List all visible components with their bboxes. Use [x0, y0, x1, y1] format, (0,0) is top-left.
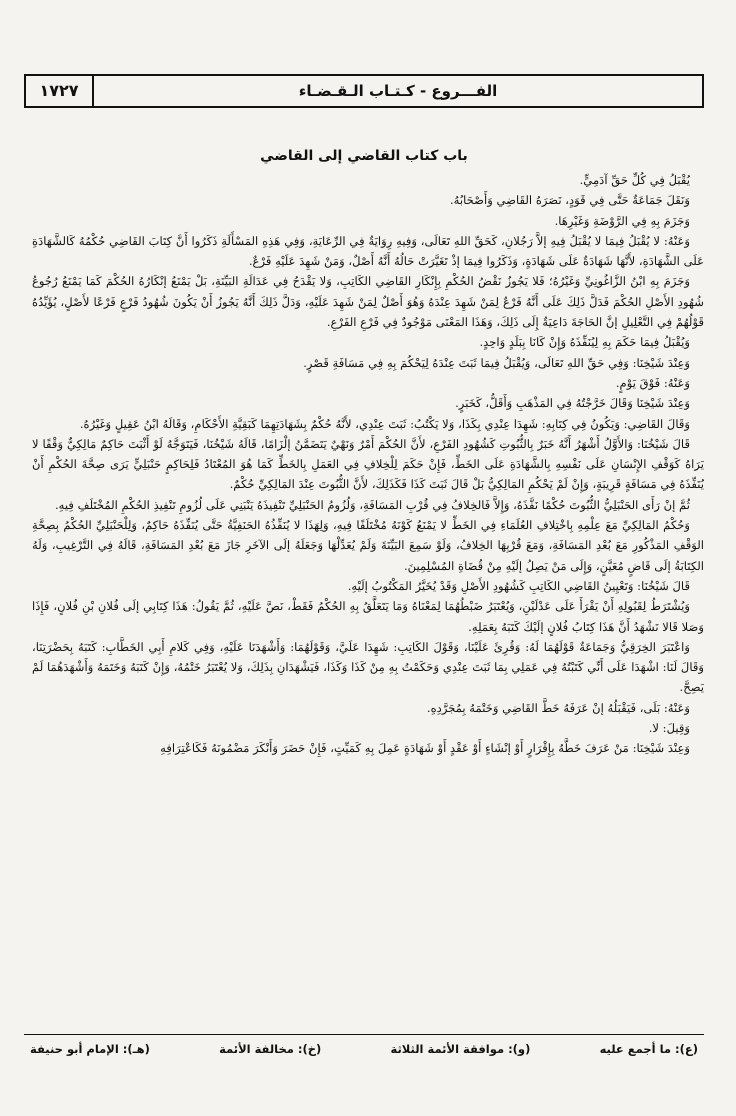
paragraph: وَقَالَ القَاضِي: وَيَكُونُ فِي كِتَابِهِ: شَهِدَا عِنْدِي بِكَذَا، وَلا يَكْتُبُ: ثَبَتَ عِنْدِي، لأَنَّهُ حُكْمٌ بِشَهَادَتِهِمَا كَبَقِيَّةِ الأَحْكَامِ، وَقَالَهُ ابْنُ عَقِيلٍ وَغَيْرُهُ.	[79, 416, 690, 431]
running-title: الفـــروع - كـتـاب الـقـضـاء	[298, 82, 498, 100]
legend-item: (خ): مخالفة الأئمة	[219, 1042, 322, 1056]
paragraph: وَعَنْهُ: لا يُقْبَلُ فِيمَا لا يُقْبَلُ فِيهِ إلاَّ رَجُلانِ، كَحَقِّ اللهِ تَعَالَى، وَفِيهِ رِوَايَةٌ فِي الرِّعَايَةِ، وَفِي هَذِهِ المَسْأَلَةِ ذَكَرُوا أَنَّ كِتَابَ القَاضِي حُكْمُهُ كَالشَّهَادَةِ عَلَى الشَّهَادَةِ، لأَنَّهَا شَهَادَةٌ عَلَى شَهَادَةٍ، وَذَكَرُوا فِيمَا إذْ تَغَيَّرَتْ حَالُهُ أَنَّهُ أَصْلٌ، وَمَنْ شَهِدَ عَلَيْهِ فَرْعٌ.	[32, 233, 704, 269]
legend-item: (ع): ما أجمع عليه	[599, 1042, 698, 1056]
paragraph: قَالَ شَيْخُنَا: وَتَعْيِينُ القَاضِي الكَاتِبِ كَشُهُودِ الأَصْلِ وَقَدْ يُخَيَّرُ المَكْتُوبُ إلَيْهِ.	[347, 578, 690, 593]
paragraph: يُقْبَلُ فِي كُلِّ حَقِّ آدَمِيٍّ.	[579, 173, 690, 187]
paragraph: وَيُشْتَرَطُ لِقَبُولِهِ أَنْ يَقْرَأَ عَلَى عَدْلَيْنِ، وَيُعْتَبَرُ ضَبْطُهُمَا لِمَعْنَاهُ وَمَا يَتَعَلَّقُ بِهِ الحُكْمُ فَقَطْ، نَصَّ عَلَيْهِ، ثُمَّ يَقُولُ: هَذَا كِتَابِي إلَى فُلانِ بْنِ فُلانٍ، فَإِذَا وَصَلا قَالا نَشْهَدُ أَنَّ هَذَا كِتَابُ فُلانٍ إلَيْكَ كَتَبَهُ بِعَمَلِهِ.	[32, 599, 704, 634]
paragraph: وَعِنْدَ شَيْخِنَا: وَفِي حَقِّ اللهِ تَعَالَى، وَيُقْبَلُ فِيمَا ثَبَتَ عِنْدَهُ لِيَحْكُمَ بِهِ فِي مَسَافَةِ قَصْرٍ.	[303, 355, 690, 370]
body-text	[32, 170, 704, 1022]
footer-divider	[24, 1034, 704, 1035]
page-number: ١٧٢٧	[26, 76, 94, 106]
page-header	[24, 74, 704, 108]
paragraph: قَالَ شَيْخُنَا: وَالأَوَّلُ أَشْهَرُ أَنَّهُ خَبَرٌ بِالثُّبُوتِ كَشُهُودِ الفَرْعِ، لأَنَّ الحُكْمَ أَمْرٌ وَنَهْيٌ يَتَضَمَّنُ إلْزَامًا، قَالَهُ شَيْخُنَا، فَيَتَوَجَّهُ لَوْ أَثْبَتَ حَاكِمٌ مَالِكِيٌّ وَقْفًا لا يَرَاهُ كَوَقْفِ الإِنْسَانِ عَلَى نَفْسِهِ بِالشَّهَادَةِ عَلَى الخَطِّ، فَإِنْ حَكَمَ لِلْخِلافِ فِي العَمَلِ بِالخَطِّ كَمَا هُوَ المُعْتَادُ فَلِحَاكِمٍ حَنْبَلِيٍّ يَرَى صِحَّةَ الحُكْمِ أَنْ يُنَفِّذَهُ فِي مَسَافَةٍ قَرِيبَةٍ، وَإِنْ لَمْ يَحْكُمِ المَالِكِيُّ بَلْ قَالَ ثَبَتَ كَذَا فَكَذَلِكَ، لأَنَّ الثُّبُوتَ عِنْدَ المَالِكِيِّ حُكْمٌ.	[32, 436, 704, 492]
footnote-legend	[30, 1042, 698, 1056]
paragraph: وَيُقْبَلُ فِيمَا حَكَمَ بِهِ لِيُنَفِّذَهُ وَإِنْ كَانَا بِبَلَدٍ وَاحِدٍ.	[479, 335, 690, 350]
paragraph: وَجَزَمَ بِهِ فِي الرَّوْضَةِ وَغَيْرِهَا.	[554, 213, 690, 228]
paragraph: وَقِيلَ: لا.	[648, 721, 690, 736]
paragraph: ثُمَّ إنْ رَأَى الحَنْبَلِيُّ الثُّبُوتَ حُكْمًا نَفَّذَهُ، وَإِلاَّ فَالخِلافُ فِي قُرْبِ المَسَافَةِ، وَلُزُومُ الحَنْبَلِيِّ تَنْفِيذَهُ يَنْبَنِي عَلَى لُزُومِ تَنْفِيذِ الحُكْمِ المُخْتَلَفِ فِيهِ.	[54, 497, 690, 512]
paragraph: وَعَنْهُ: فَوْقَ يَوْمٍ.	[615, 375, 690, 390]
paragraph: وَجَزَمَ بِهِ ابْنُ الزَّاغُونِيِّ وَغَيْرُهُ؛ فَلا يَجُوزُ نَقْضُ الحُكْمِ بِإِنْكَارِ القَاضِي الكَاتِبِ، وَلا يَقْدَحُ فِي عَدَالَةِ البَيِّنَةِ، بَلْ يَمْنَعُ إنْكَارُهُ الحُكْمَ كَمَا يَمْنَعُ رُجُوعُ شُهُودِ الأَصْلِ الحُكْمَ فَدَلَّ ذَلِكَ عَلَى أَنَّهُ فَرْعٌ لِمَنْ شَهِدَ عِنْدَهُ وَهُوَ أَصْلٌ لِمَنْ شَهِدَ عَلَيْهِ، وَدَلَّ ذَلِكَ أَنَّهُ يَجُوزُ أَنْ يَكُونَ شُهُودُ فَرْعٍ فَرْعًا لأَصْلٍ، يُؤَيِّدُهُ قَوْلُهُمْ فِي التَّعْلِيلِ إنَّ الحَاجَةَ دَاعِيَةٌ إِلَى ذَلِكَ، وَهَذَا المَعْنَى مَوْجُودٌ فِي فَرْعِ الفَرْعِ.	[32, 274, 704, 330]
paragraph: وَعَنْهُ: بَلَى، فَيَقْبَلُهُ إنْ عَرَفَهُ خَطَّ القَاضِي وَخَتْمَهُ بِمُجَرَّدِهِ.	[426, 700, 690, 715]
paragraph: وَنَقَلَ جَمَاعَةٌ حَتَّى فِي قَوَدٍ، نَصَرَهُ القَاضِي وَأَصْحَابُهُ.	[450, 193, 690, 208]
paragraph: وَعِنْدَ شَيْخِنَا وَقَالَ خَرَّجْتُهُ فِي المَذْهَبِ وَأَقَلُّ، كَخَبَرٍ.	[455, 396, 690, 411]
legend-item: (و): موافقة الأئمة الثلاثة	[390, 1042, 531, 1056]
paragraph: وَعِنْدَ شَيْخِنَا: مَنْ عَرَفَ خَطَّهُ بِإِقْرَارٍ أَوْ إنْشَاءٍ أَوْ عَقْدٍ أَوْ شَهَادَةٍ عَمِلَ بِهِ كَمَيِّتٍ، فَإِنْ حَضَرَ وَأَنْكَرَ مَضْمُونَهُ فَكَاعْتِرَافِهِ	[160, 741, 690, 756]
paragraph: وَحُكْمُ المَالِكِيِّ مَعَ عِلْمِهِ بِاخْتِلافِ العُلَمَاءِ فِي الخَطِّ لا يَمْنَعُ كَوْنَهُ مُخْتَلَفًا فِيهِ، وَلِهَذَا لا يُنَفِّذُهُ الحَنَفِيَّةُ حَتَّى يُنَفِّذَهُ حَاكِمٌ، وَلِلْحَنْبَلِيِّ الحُكْمُ بِصِحَّةِ الوَقْفِ المَذْكُورِ مَعَ بُعْدِ المَسَافَةِ، وَمَعَ قُرْبِهَا الخِلافُ، وَلَوْ سَمِعَ البَيِّنَةَ وَلَمْ يُعَدِّلْهَا وَجَعَلَهُ إلَى الآخَرِ جَازَ مَعَ بُعْدِ المَسَافَةِ، قَالَهُ فِي التَّرْغِيبِ، وَلَهُ الكِتَابَةُ إلَى قَاضٍ مُعَيَّنٍ، وَإِلَى مَنْ يَصِلُ إلَيْهِ مِنْ قُضَاةِ المُسْلِمِينَ.	[32, 518, 704, 573]
paragraph: وَاعْتَبَرَ الخِرَقِيُّ وَجَمَاعَةٌ قَوْلَهُمَا لَهُ: وَقُرِئَ عَلَيْنَا، وَقَوْلَ الكَاتِبِ: شَهِدَا عَلَيَّ، وَقَوْلَهُمَا: وَأَشْهَدَنَا عَلَيْهِ، وَفِي كَلامِ أَبِي الخَطَّابِ: كَتَبَهُ بِحَضْرَتِنَا، وَقَالَ لَنَا: اشْهَدَا عَلَى أَنِّي كَتَبْتُهُ فِي عَمَلِي بِمَا ثَبَتَ عِنْدِي وَحَكَمْتُ بِهِ مِنْ كَذَا وَكَذَا، فَيَشْهَدَانِ بِذَلِكَ، وَلا يُعْتَبَرُ خَتْمُهُ، وَإِنْ كَتَبَهُ وَخَتَمَهُ وَأَشْهَدَهُمَا لَمْ يَصِحَّ.	[32, 639, 704, 695]
chapter-title: باب كتاب القاضي إلى القاضي	[260, 148, 468, 164]
legend-item: (هـ): الإمام أبو حنيفة	[30, 1042, 150, 1056]
